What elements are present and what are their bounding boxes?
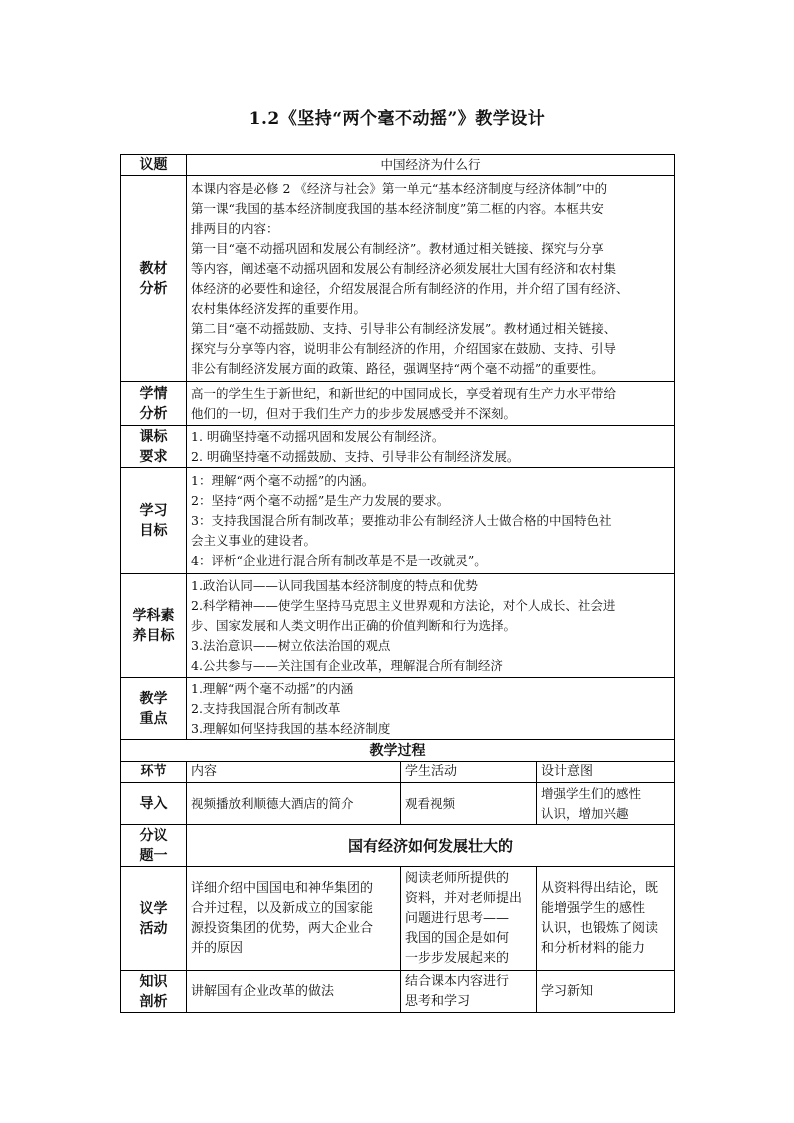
- discuss-activity-line: 问题进行思考——: [405, 910, 510, 926]
- intro-intent: [537, 783, 675, 825]
- header-stage: 环节: [121, 762, 187, 783]
- discuss-intent-line: 能增强学生的感性: [541, 900, 646, 916]
- literacy-line: 4.公共参与——关注国有企业改革，理解混合所有制经济: [191, 657, 503, 673]
- goals-text: [187, 468, 675, 574]
- keypoints-label: 教学 重点: [121, 678, 187, 740]
- header-intent: 设计意图: [537, 762, 675, 783]
- literacy-line: 1.政治认同——认同我国基本经济制度的特点和优势: [191, 577, 478, 593]
- discuss-row: [121, 867, 675, 971]
- keypoints-line: 3.理解如何坚持我国的基本经济制度: [191, 720, 391, 736]
- goals-line: 4：评析“企业进行混合所有制改革是不是一改就灵”。: [191, 552, 487, 568]
- knowledge-activity: [401, 971, 537, 1013]
- students-text: [187, 382, 675, 426]
- analysis-line: 第一课“我国的基本经济制度我国的基本经济制度”第二框的内容。本框共安: [191, 200, 604, 216]
- subtopic-row: [121, 825, 675, 867]
- intro-intent-line: 认识，增加兴趣: [541, 805, 629, 821]
- discuss-content-line: 源投资集团的优势，两大企业合: [191, 920, 374, 936]
- discuss-intent-line: 从资料得出结论，既: [541, 880, 659, 896]
- literacy-text: [187, 574, 675, 678]
- knowledge-stage: 知识 剖析: [121, 971, 187, 1013]
- topic-row: [121, 155, 675, 176]
- intro-stage: 导入: [121, 783, 187, 825]
- analysis-label: 教材 分析: [121, 176, 187, 382]
- process-title-row: [121, 740, 675, 762]
- analysis-line: 本课内容是必修 2 《经济与社会》第一单元“基本经济制度与经济体制”中的: [191, 180, 608, 196]
- discuss-activity-line: 我国的国企是如何: [405, 930, 510, 946]
- discuss-stage: 议学 活动: [121, 867, 187, 971]
- literacy-row: [121, 574, 675, 678]
- discuss-content-line: 合并过程，以及新成立的国家能: [191, 900, 374, 916]
- keypoints-text: [187, 678, 675, 740]
- process-title: 教学过程: [121, 740, 675, 762]
- standards-row: [121, 426, 675, 468]
- analysis-line: 农村集体经济发挥的重要作用。: [191, 300, 367, 316]
- literacy-label: 学科素 养目标: [121, 574, 187, 678]
- subtopic-stage: 分议 题一: [121, 825, 187, 867]
- goals-line: 1：理解“两个毫不动摇”的内涵。: [191, 472, 375, 488]
- standards-label: 课标 要求: [121, 426, 187, 468]
- analysis-line: 探究与分享等内容，说明非公有制经济的作用，介绍国家在鼓励、支持、引导: [191, 340, 617, 356]
- page-title: 1.2《坚持“两个毫不动摇”》教学设计: [248, 109, 546, 129]
- intro-activity: 观看视频: [401, 783, 537, 825]
- analysis-text: [187, 176, 675, 382]
- lesson-plan-table: [120, 154, 675, 1013]
- keypoints-line: 2.支持我国混合所有制改革: [191, 700, 341, 716]
- discuss-activity: [401, 867, 537, 971]
- analysis-line: 第一目“毫不动摇巩固和发展公有制经济”。教材通过相关链接、探究与分享: [191, 240, 604, 256]
- goals-line: 3：支持我国混合所有制改革；要推动非公有制经济人士做合格的中国特色社: [191, 512, 612, 528]
- analysis-line: 非公有制经济发展方面的政策、路径，强调坚持“两个毫不动摇”的重要性。: [191, 360, 604, 376]
- goals-line: 2：坚持“两个毫不动摇”是生产力发展的要求。: [191, 492, 450, 508]
- discuss-activity-line: 资料，并对老师提出: [405, 890, 523, 906]
- discuss-content-line: 详细介绍中国国电和神华集团的: [191, 880, 374, 896]
- literacy-line: 3.法治意识——树立依法治国的观点: [191, 637, 391, 653]
- header-activity: 学生活动: [401, 762, 537, 783]
- topic-label: 议题: [121, 155, 187, 176]
- goals-row: [121, 468, 675, 574]
- knowledge-activity-line: 结合课本内容进行: [405, 973, 510, 989]
- goals-label: 学习 目标: [121, 468, 187, 574]
- standards-line: 2. 明确坚持毫不动摇鼓励、支持、引导非公有制经济发展。: [191, 448, 520, 464]
- discuss-content: [187, 867, 401, 971]
- analysis-line: 排两目的内容：: [191, 220, 279, 236]
- knowledge-content: 讲解国有企业改革的做法: [187, 971, 401, 1013]
- knowledge-row: [121, 971, 675, 1013]
- analysis-line: 等内容，阐述毫不动摇巩固和发展公有制经济必须发展壮大国有经济和农村集: [191, 260, 617, 276]
- discuss-content-line: 并的原因: [191, 940, 244, 956]
- subtopic-title: 国有经济如何发展壮大的: [187, 825, 675, 867]
- process-header-row: [121, 762, 675, 783]
- students-line: 高一的学生生于新世纪，和新世纪的中国同成长，享受着现有生产力水平带给: [191, 385, 617, 401]
- discuss-intent-line: 和分析材料的能力: [541, 940, 646, 956]
- intro-intent-line: 增强学生们的感性: [541, 785, 642, 801]
- topic-value: 中国经济为什么行: [187, 155, 675, 176]
- students-line: 他们的一切，但对于我们生产力的步步发展感受并不深刻。: [191, 405, 517, 421]
- standards-text: [187, 426, 675, 468]
- analysis-line: 第二目“毫不动摇鼓励、支持、引导非公有制经济发展”。教材通过相关链接、: [191, 320, 617, 336]
- intro-row: [121, 783, 675, 825]
- standards-line: 1. 明确坚持毫不动摇巩固和发展公有制经济。: [191, 428, 445, 444]
- students-row: [121, 382, 675, 426]
- keypoints-line: 1.理解“两个毫不动摇”的内涵: [191, 680, 354, 696]
- intro-content: 视频播放利顺德大酒店的简介: [187, 783, 401, 825]
- discuss-activity-line: 阅读老师所提供的: [405, 870, 510, 886]
- header-content: 内容: [187, 762, 401, 783]
- literacy-line: 2.科学精神——使学生坚持马克思主义世界观和方法论，对个人成长、社会进: [191, 597, 616, 613]
- knowledge-intent: 学习新知: [537, 971, 675, 1013]
- analysis-line: 体经济的必要性和途径，介绍发展混合所有制经济的作用，并介绍了国有经济、: [191, 280, 629, 296]
- goals-line: 会主义事业的建设者。: [191, 532, 317, 548]
- knowledge-activity-line: 思考和学习: [405, 993, 471, 1009]
- keypoints-row: [121, 678, 675, 740]
- literacy-line: 步、国家发展和人类文明作出正确的价值判断和行为选择。: [191, 617, 517, 633]
- analysis-row: [121, 176, 675, 382]
- discuss-activity-line: 一步步发展起来的: [405, 950, 510, 966]
- discuss-intent: [537, 867, 675, 971]
- students-label: 学情 分析: [121, 382, 187, 426]
- discuss-intent-line: 认识，也锻炼了阅读: [541, 920, 659, 936]
